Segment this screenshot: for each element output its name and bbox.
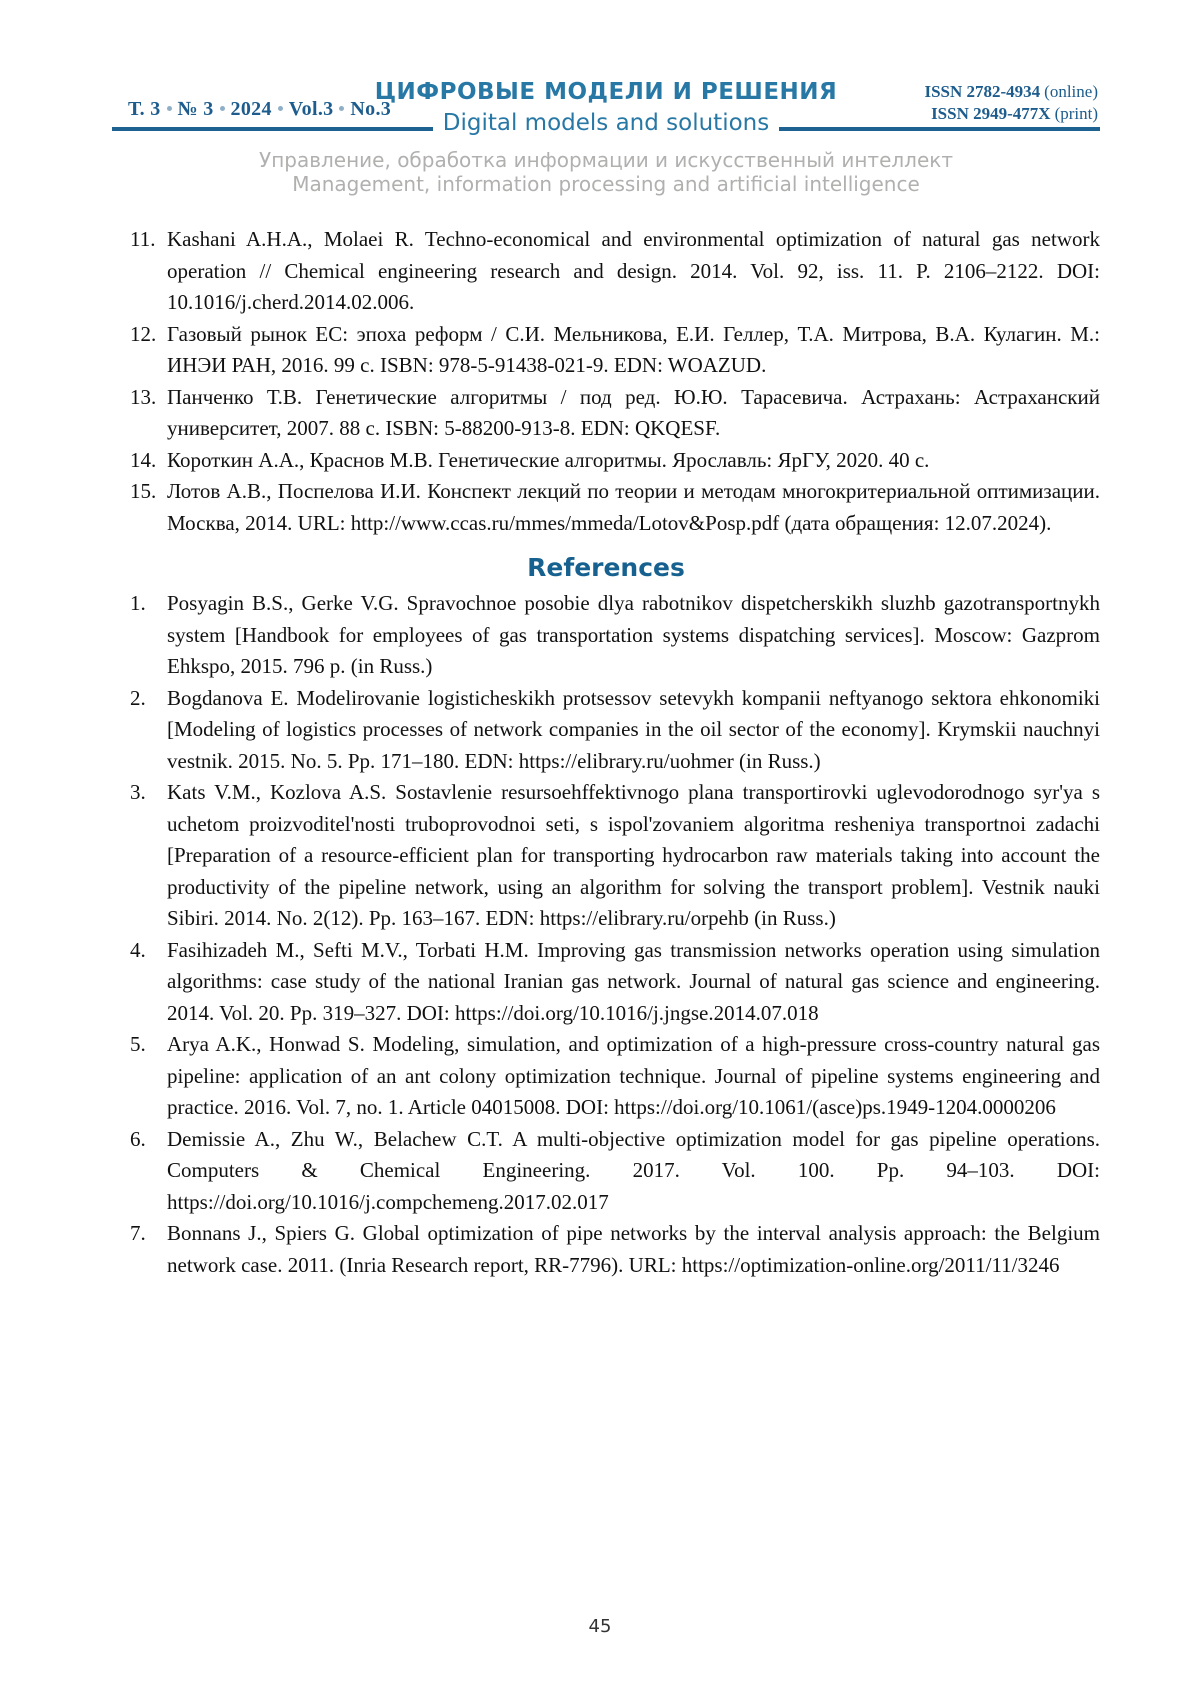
section-subtitle-en: Management, information processing and artificial intelligence: [292, 172, 920, 196]
reference-text: Bonnans J., Spiers G. Global optimization of pipe networks by the interval analysis approach: the Belgium network case. 2011. (Inria Research report, RR-7796). URL: https://optimization-online.org/2011/11/3246: [167, 1221, 1100, 1277]
references-list-russian: [130, 224, 1100, 539]
reference-item: [130, 777, 1100, 935]
reference-text: Kashani A.H.A., Molaei R. Techno-economical and environmental optimization of natural gas network operation // Chemical engineering research and design. 2014. Vol. 92, iss. 11. P. 2106–2122. DOI: 10.1016/j.cherd.2014.02.006.: [167, 227, 1100, 314]
issn-online-line: [924, 81, 1098, 103]
masthead: [112, 70, 1100, 136]
reference-item: [130, 382, 1100, 445]
reference-number: 7.: [130, 1221, 146, 1245]
reference-item: [130, 588, 1100, 683]
section-subtitle: [112, 148, 1100, 196]
journal-title-ru: ЦИФРОВЫЕ МОДЕЛИ И РЕШЕНИЯ: [374, 79, 838, 105]
reference-number: 4.: [130, 937, 146, 962]
reference-item: [130, 1029, 1100, 1124]
issn-online-suffix: (online): [1044, 82, 1098, 101]
issn-block: [916, 81, 1098, 125]
reference-item: [130, 445, 1100, 477]
reference-number: 12.: [130, 321, 157, 346]
reference-item: [130, 319, 1100, 382]
reference-number: 2.: [130, 685, 146, 710]
reference-item: [130, 476, 1100, 539]
reference-item: [130, 683, 1100, 778]
issn-print-suffix: (print): [1054, 104, 1098, 123]
reference-number: 11.: [130, 227, 156, 251]
volume-part: Vol.3: [288, 98, 334, 120]
reference-text: Bogdanova E. Modelirovanie logisticheskikh protsessov setevykh kompanii neftyanogo sektora ehkonomiki [Modeling of logistics processes of network companies in the oil sector of the economy]. Krymskii nauchnyi vestnik. 2015. No. 5. Pp. 171–180. EDN: https://elibrary.ru/uohmer (in Russ.): [167, 685, 1100, 773]
volume-part: № 3: [177, 98, 214, 120]
reference-item: [130, 224, 1100, 319]
reference-text: Posyagin B.S., Gerke V.G. Spravochnoe posobie dlya rabotnikov dispetcherskikh sluzhb gazotransportnykh system [Handbook for employees of gas transportation systems dispatching services]. Moscow: Gazprom Ehkspo, 2015. 796 p. (in Russ.): [167, 591, 1100, 678]
issn-print-number: ISSN 2949-477X: [931, 104, 1051, 123]
reference-text: Arya A.K., Honwad S. Modeling, simulation, and optimization of a high-pressure cross-country natural gas pipeline: application of an ant colony optimization technique. Journal of pipeline systems engineering and practice. 2016. Vol. 7, no. 1. Article 04015008. DOI: https://doi.org/10.1061/(asce)ps.1949-1204.0000206: [167, 1032, 1100, 1119]
reference-text: Лотов А.В., Поспелова И.И. Конспект лекций по теории и методам многокритериальной оптимизации. Москва, 2014. URL: http://www.ccas.ru/mmes/mmeda/Lotov&Posp.pdf (дата обращения: 12.07.2024).: [167, 479, 1100, 535]
reference-text: Панченко Т.В. Генетические алгоритмы / под ред. Ю.Ю. Тарасевича. Астрахань: Астраханский университет, 2007. 88 с. ISBN: 5-88200-913-8. EDN: QKQESF.: [167, 384, 1100, 440]
reference-text: Газовый рынок ЕС: эпоха реформ / С.И. Мельникова, Е.И. Геллер, Т.А. Митрова, В.А. Кулагин. М.: ИНЭИ РАН, 2016. 99 с. ISBN: 978-5-91438-021-9. EDN: WOAZUD.: [167, 321, 1100, 377]
reference-number: 3.: [130, 780, 146, 804]
section-subtitle-ru: Управление, обработка информации и искусственный интеллект: [259, 148, 953, 172]
reference-number: 13.: [130, 384, 157, 409]
rule-right-segment: [779, 127, 1100, 131]
references-list-english: [130, 588, 1100, 1281]
reference-text: Demissie A., Zhu W., Belachew C.T. A multi-objective optimization model for gas pipeline operations. Computers & Chemical Engineering. 2017. Vol. 100. Pp. 94–103. DOI: https://doi.org/10.1016/j.compchemeng.2017.02.017: [167, 1126, 1100, 1214]
references-heading: References: [527, 553, 685, 582]
volume-part: Т. 3: [128, 98, 161, 120]
reference-item: [130, 1218, 1100, 1281]
reference-number: 1.: [130, 591, 146, 615]
issn-online-number: ISSN 2782-4934: [924, 82, 1041, 101]
reference-number: 5.: [130, 1032, 146, 1056]
reference-item: [130, 935, 1100, 1030]
reference-text: Kats V.M., Kozlova A.S. Sostavlenie resursoehffektivnogo plana transportirovki uglevodorodnogo syr'ya s uchetom proizvoditel'nosti truboprovodnoi seti, s ispol'zovaniem algoritma resheniya transportnoi zadachi [Preparation of a resource-efficient plan for transporting hydrocarbon raw materials taking into account the productivity of the pipeline network, using an algorithm for solving the transport problem]. Vestnik nauki Sibiri. 2014. No. 2(12). Pp. 163–167. EDN: https://elibrary.ru/orpehb (in Russ.): [167, 780, 1100, 930]
issn-print-line: [924, 103, 1098, 125]
reference-number: 6.: [130, 1126, 146, 1151]
journal-title-en: Digital models and solutions: [442, 110, 770, 136]
reference-text: Короткин А.А., Краснов М.В. Генетические алгоритмы. Ярославль: ЯрГУ, 2020. 40 с.: [167, 447, 930, 472]
volume-part: 2024: [230, 98, 272, 120]
rule-left-segment: [112, 127, 433, 131]
reference-item: [130, 1124, 1100, 1219]
volume-part: No.3: [350, 98, 392, 120]
page-number: 45: [588, 1616, 612, 1637]
reference-text: Fasihizadeh M., Sefti M.V., Torbati H.M. Improving gas transmission networks operation using simulation algorithms: case study of the national Iranian gas network. Journal of natural gas science and engineering. 2014. Vol. 20. Pp. 319–327. DOI: https://doi.org/10.1016/j.jngse.2014.07.018: [167, 937, 1100, 1025]
reference-number: 14.: [130, 447, 157, 472]
reference-number: 15.: [130, 479, 157, 503]
